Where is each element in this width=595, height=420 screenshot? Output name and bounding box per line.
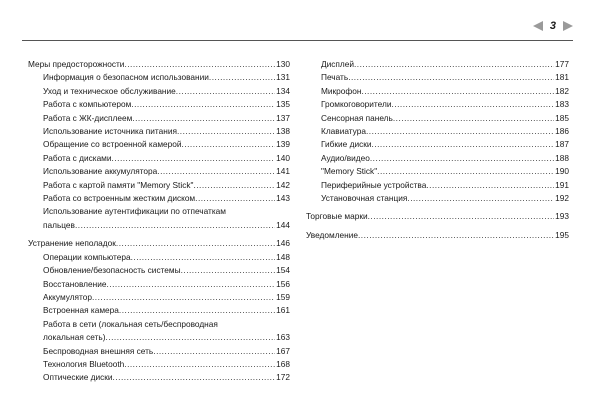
toc-entry-page-number: 156 [276,278,290,289]
dot-leader [377,165,554,178]
dot-leader [153,345,275,358]
toc-entry[interactable] [306,179,569,192]
toc-entry[interactable] [28,251,290,264]
toc-entry-page-number: 190 [555,166,569,177]
toc-entry[interactable] [28,291,290,304]
dot-leader [131,251,276,264]
toc-entry[interactable] [306,58,569,71]
toc-left-column [28,58,290,385]
toc-entry[interactable] [28,71,290,84]
toc-entry-label: Обновление/безопасность системы [43,265,181,276]
toc-entry-label: Торговые марки [306,211,368,222]
dot-leader [195,192,275,205]
toc-entry-page-number: 159 [276,291,290,302]
toc-entry[interactable] [28,125,290,138]
toc-entry-label: "Memory Stick" [321,166,378,177]
toc-entry[interactable] [28,318,290,345]
toc-entry-page-number: 141 [276,166,290,177]
toc-entry-label: пальцев [43,219,75,230]
dot-leader [358,229,554,242]
toc-entry-continuation [43,219,290,232]
dot-leader [181,264,276,277]
toc-entry[interactable] [28,264,290,277]
dot-leader [157,165,275,178]
dot-leader [366,125,554,138]
toc-entry[interactable] [306,98,569,111]
toc-entry-page-number: 192 [555,193,569,204]
toc-entry-label: Установочная станция [321,193,408,204]
toc-entry-page-number: 140 [276,152,290,163]
dot-leader [348,71,554,84]
toc-entry-label: Обращение со встроенной камерой [43,139,182,150]
toc-entry[interactable] [306,229,569,242]
dot-leader [368,210,555,223]
header-rule [22,40,573,41]
toc-entry-label: Микрофон [321,85,362,96]
dot-leader [193,179,275,192]
toc-entry-label: Работа в сети (локальная сеть/беспроводная [43,318,218,329]
toc-entry-page-number: 131 [276,72,290,83]
toc-entry-page-number: 172 [276,372,290,383]
toc-entry[interactable] [306,165,569,178]
toc-entry[interactable] [28,179,290,192]
toc-entry-label: Работа с ЖК-дисплеем [43,112,133,123]
toc-entry-label: Сенсорная панель [321,112,393,123]
toc-entry[interactable] [306,210,569,223]
toc-entry-page-number: 134 [276,85,290,96]
toc-entry-label: Гибкие диски [321,139,372,150]
toc-entry[interactable] [28,371,290,384]
toc-entry[interactable] [306,85,569,98]
toc-entry[interactable] [28,304,290,317]
toc-entry-page-number: 139 [276,139,290,150]
toc-entry-label: Клавиатура [321,126,366,137]
toc-entry-label: Технология Bluetooth [43,358,125,369]
dot-leader [116,237,275,250]
toc-entry-page-number: 144 [276,219,290,230]
toc-entry-label: Уведомление [306,229,358,240]
toc-entry-page-number: 138 [276,126,290,137]
toc-entry-label: Использование аутентификации по отпечаткам [43,206,226,217]
toc-entry[interactable] [306,192,569,205]
toc-entry[interactable] [28,85,290,98]
toc-entry-page-number: 185 [555,112,569,123]
toc-entry[interactable] [28,152,290,165]
toc-right-column [306,58,569,242]
dot-leader [361,85,554,98]
toc-entry[interactable] [28,237,290,250]
toc-entry-label: Оптические диски [43,372,113,383]
dot-leader [354,58,554,71]
dot-leader [92,291,275,304]
toc-entry-page-number: 182 [555,85,569,96]
toc-entry-page-number: 181 [555,72,569,83]
toc-entry-page-number: 130 [276,59,290,69]
toc-entry-label: Операции компьютера [43,251,131,262]
dot-leader [209,71,275,84]
toc-entry-page-number: 163 [276,332,290,343]
toc-entry[interactable] [28,345,290,358]
toc-entry-label: Аудио/видео [321,152,370,163]
toc-entry[interactable] [306,71,569,84]
toc-entry-page-number: 154 [276,265,290,276]
toc-entry-label: Работа со встроенным жестким диском [43,193,196,204]
dot-leader [106,331,276,344]
toc-entry-label: Восстановление [43,278,107,289]
dot-leader [75,219,275,232]
dot-leader [182,138,276,151]
toc-entry[interactable] [306,138,569,151]
dot-leader [124,358,275,371]
toc-entry-page-number: 148 [276,251,290,262]
dot-leader [176,85,275,98]
dot-leader [370,152,554,165]
toc-entry-label: Аккумулятор [43,291,92,302]
toc-entry-page-number: 186 [555,126,569,137]
toc-entry-page-number: 142 [276,179,290,190]
toc-entry-label: локальная сеть) [43,332,106,343]
toc-entry-label: Устранение неполадок [28,238,116,249]
page-navigation [533,19,573,33]
toc-entry-label: Работа с компьютером [43,99,132,110]
toc-entry-label: Работа с дисками [43,152,112,163]
toc-entry-page-number: 183 [555,99,569,110]
dot-leader [119,304,275,317]
dot-leader [131,98,275,111]
dot-leader [132,112,275,125]
toc-entry[interactable] [306,112,569,125]
dot-leader [393,112,554,125]
dot-leader [177,125,275,138]
toc-entry-label: Дисплей [321,59,354,69]
toc-entry-page-number: 168 [276,358,290,369]
toc-entry[interactable] [306,125,569,138]
dot-leader [407,192,554,205]
toc-entry-page-number: 167 [276,345,290,356]
toc-entry-label: Печать [321,72,349,83]
toc-entry-label: Периферийные устройства [321,179,427,190]
toc-entry-label: Уход и техническое обслуживание [43,85,176,96]
toc-entry[interactable] [28,98,290,111]
toc-entry-page-number: 137 [276,112,290,123]
toc-entry-label: Беспроводная внешняя сеть [43,345,154,356]
toc-entry-page-number: 135 [276,99,290,110]
next-page-arrow-icon[interactable] [563,21,573,31]
toc-entry-label: Работа с картой памяти "Memory Stick" [43,179,194,190]
toc-entry[interactable] [28,192,290,205]
toc-entry-page-number: 143 [276,193,290,204]
dot-leader [106,278,275,291]
toc-entry-page-number: 187 [555,139,569,150]
toc-entry[interactable] [28,138,290,151]
dot-leader [372,138,555,151]
toc-entry[interactable] [306,152,569,165]
toc-entry-page-number: 193 [555,211,569,222]
dot-leader [113,371,276,384]
toc-entry-continuation [43,331,290,344]
toc-entry[interactable] [28,112,290,125]
page-number: 3 [549,20,556,32]
toc-entry[interactable] [28,58,290,71]
dot-leader [426,179,554,192]
toc-entry-label: Громкоговорители [321,99,392,110]
toc-entry-page-number: 161 [276,305,290,316]
toc-entry-page-number: 188 [555,152,569,163]
toc-entry-label: Встроенная камера [43,305,119,316]
dot-leader [391,98,554,111]
previous-page-arrow-icon[interactable] [533,21,543,31]
toc-entry[interactable] [28,358,290,371]
toc-entry[interactable] [28,278,290,291]
toc-entry-page-number: 195 [555,229,569,240]
toc-entry-label: Использование источника питания [43,126,177,137]
toc-entry[interactable] [28,165,290,178]
toc-entry-label: Использование аккумулятора [43,166,158,177]
toc-entry-label: Меры предосторожности [28,59,125,69]
dot-leader [112,152,276,165]
dot-leader [124,58,275,71]
toc-entry-page-number: 177 [555,59,569,69]
toc-entry-page-number: 191 [555,179,569,190]
toc-entry[interactable] [28,205,290,232]
toc-entry-label: Информация о безопасном использовании [43,72,209,83]
toc-entry-page-number: 146 [276,238,290,249]
